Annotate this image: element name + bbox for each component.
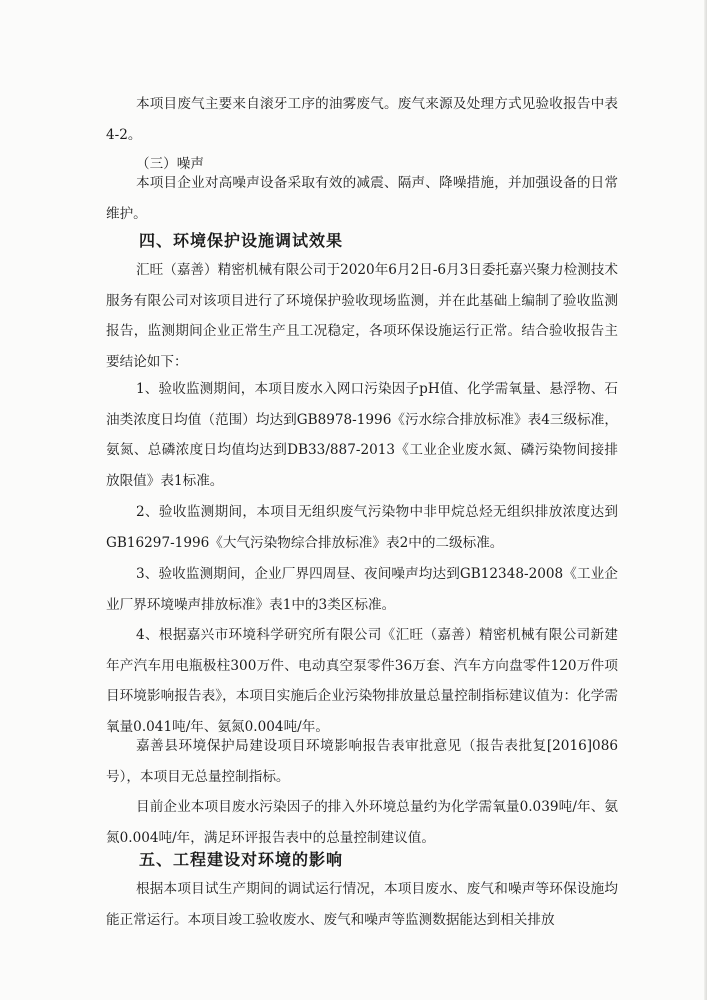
- paragraph-conclusion-1: 1、验收监测期间，本项目废水入网口污染因子pH值、化学需氧量、悬浮物、石油类浓度日均值（范围）均达到GB8978-1996《污水综合排放标准》表4三级标准，氨氮、总磷浓度日均值均达到DB33/887-2013《工业企业废水氮、磷污染物间接排放限值》表1标准。: [106, 381, 618, 489]
- paragraph-conclusion-2: 2、验收监测期间，本项目无组织废气污染物中非甲烷总烃无组织排放浓度达到GB16297-1996《大气污染物综合排放标准》表2中的二级标准。: [106, 504, 618, 551]
- section-title-5: 五、工程建设对环境的影响: [139, 850, 344, 869]
- paragraph-impact: 根据本项目试生产期间的调试运行情况，本项目废水、废气和噪声等环保设施均能正常运行。本项目竣工验收废水、废气和噪声等监测数据能达到相关排放: [106, 881, 618, 928]
- paragraph-total-emission: 目前企业本项目废水污染因子的排入外环境总量约为化学需氧量0.039吨/年、氨氮0.004吨/年，满足环评报告表中的总量控制建议值。: [106, 799, 618, 846]
- noise-subheading: （三）噪声: [136, 156, 204, 172]
- paragraph-approval: 嘉善县环境保护局建设项目环境影响报告表审批意见（报告表批复[2016]086号），本项目无总量控制指标。: [106, 738, 618, 785]
- section-title-4: 四、环境保护设施调试效果: [139, 231, 344, 250]
- paragraph-monitoring-intro: 汇旺（嘉善）精密机械有限公司于2020年6月2日-6月3日委托嘉兴聚力检测技术服务有限公司对该项目进行了环境保护验收现场监测，并在此基础上编制了验收监测报告，监测期间企业正常生产且工况稳定，各项环保设施运行正常。结合验收报告主要结论如下：: [106, 262, 618, 370]
- paragraph-conclusion-3: 3、验收监测期间，企业厂界四周昼、夜间噪声均达到GB12348-2008《工业企业厂界环境噪声排放标准》表1中的3类区标准。: [106, 566, 618, 613]
- paragraph-noise: 本项目企业对高噪声设备采取有效的减震、隔声、降噪措施，并加强设备的日常维护。: [106, 175, 618, 222]
- paragraph-conclusion-4: 4、根据嘉兴市环境科学研究所有限公司《汇旺（嘉善）精密机械有限公司新建年产汽车用电瓶极柱300万件、电动真空泵零件36万套、汽车方向盘零件120万件项目环境影响报告表》，本项目实施后企业污染物排放量总量控制指标建议值为：化学需氧量0.041吨/年、氨氮0.004吨/年。: [106, 627, 618, 735]
- paragraph-exhaust-gas: 本项目废气主要来自滚牙工序的油雾废气。废气来源及处理方式见验收报告中表4-2。: [106, 96, 618, 143]
